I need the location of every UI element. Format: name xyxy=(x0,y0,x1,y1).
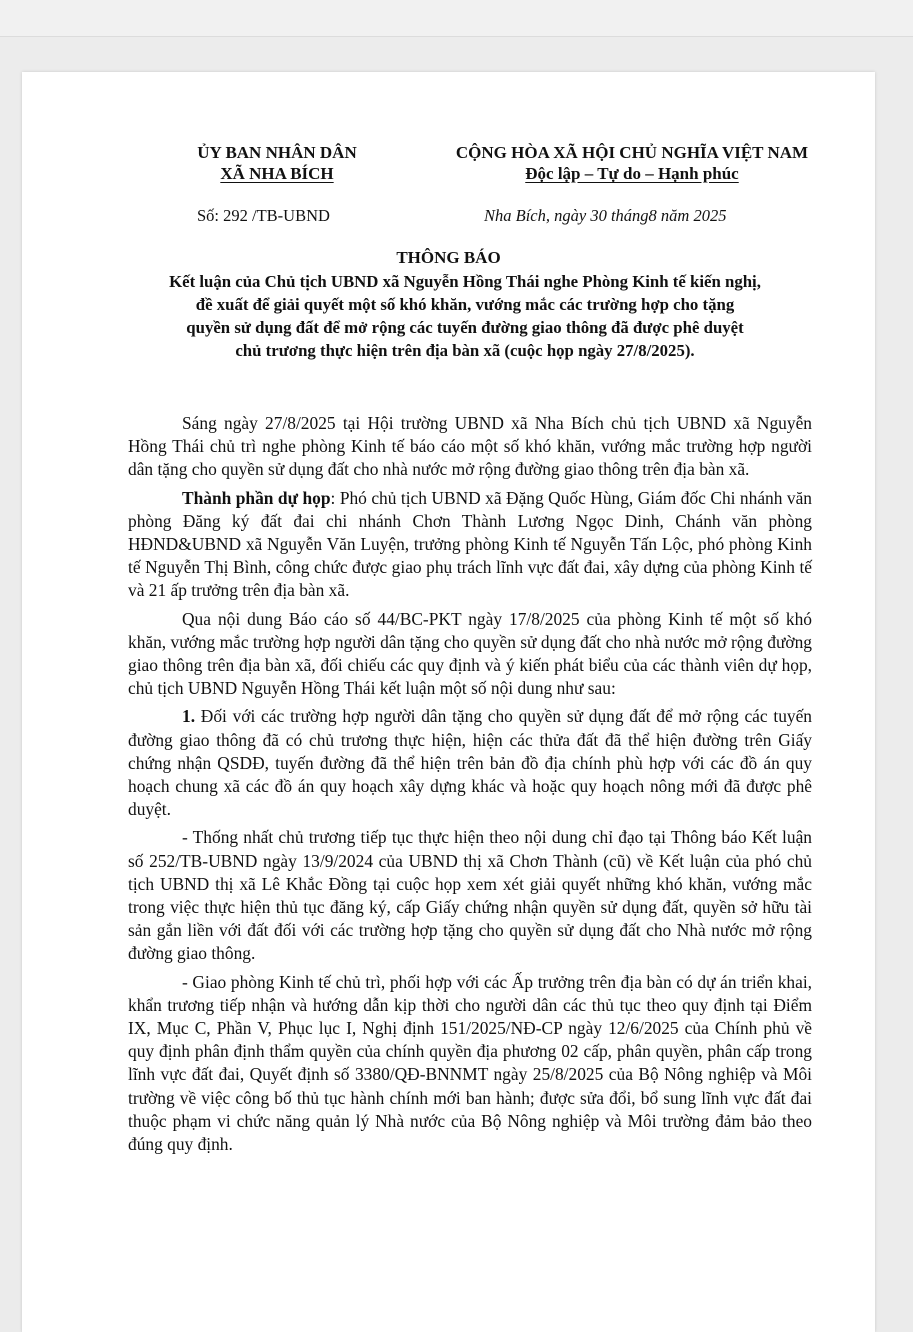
paragraph-attendees xyxy=(128,487,812,603)
issuer-line-1: ỦY BAN NHÂN DÂN xyxy=(197,143,357,162)
document-subtitle xyxy=(140,270,790,362)
paragraph-opening: Sáng ngày 27/8/2025 tại Hội trường UBND xã Nha Bích chủ tịch UBND xã Nguyễn Hồng Thái chủ trì nghe phòng Kinh tế báo cáo một số khó khăn, vướng mắc trường hợp người dân tặng cho quyền sử dụng đất cho nhà nước mở rộng đường giao thông trên địa bàn xã. xyxy=(128,413,812,480)
viewer-top-bar xyxy=(0,0,913,37)
document-body xyxy=(128,412,812,1161)
attendees-label: Thành phần dự họp xyxy=(182,487,331,508)
subtitle-line: chủ trương thực hiện trên địa bàn xã (cuộc họp ngày 27/8/2025). xyxy=(235,341,695,360)
subtitle-line: đề xuất để giải quyết một số khó khăn, vướng mắc các trường hợp cho tặng xyxy=(195,295,735,314)
item-1-number: 1. xyxy=(182,706,196,727)
document-page xyxy=(22,72,875,1332)
national-motto: Độc lập – Tự do – Hạnh phúc xyxy=(525,164,739,183)
document-title: THÔNG BÁO xyxy=(396,248,501,267)
subtitle-line: Kết luận của Chủ tịch UBND xã Nguyễn Hồng Thái nghe Phòng Kinh tế kiến nghị, xyxy=(169,272,761,291)
issuer-line-2: XÃ NHA BÍCH xyxy=(220,164,334,183)
attendees-text: : Phó chủ tịch UBND xã Đặng Quốc Hùng, Giám đốc Chi nhánh văn phòng Đăng ký đất đai chi nhánh Chơn Thành Lương Ngọc Dinh, Chánh văn phòng HĐND&UBND xã Nguyễn Văn Luyện, trưởng phòng Kinh tế Nguyễn Tấn Lộc, phó phòng Kinh tế Nguyễn Thị Bình, công chức được giao phụ trách lĩnh vực đất đai, xây dựng của phòng Kinh tế và 21 ấp trưởng trên địa bàn xã. xyxy=(128,487,812,601)
paragraph-agreement: - Thống nhất chủ trương tiếp tục thực hiện theo nội dung chỉ đạo tại Thông báo Kết luận số 252/TB-UBND ngày 13/9/2024 của UBND thị xã Chơn Thành (cũ) về Kết luận của phó chủ tịch UBND thị xã Lê Khắc Đồng tại cuộc họp xem xét giải quyết những khó khăn, vướng mắc trong việc thực hiện thủ tục đăng ký, cấp Giấy chứng nhận quyền sử dụng đất, quyền sở hữu tài sản gắn liền với đất đối với các trường hợp tặng cho quyền sử dụng đất cho Nhà nước mở rộng đường giao thông. xyxy=(128,827,812,964)
subtitle-line: quyền sử dụng đất để mở rộng các tuyến đường giao thông đã được phê duyệt xyxy=(186,318,744,337)
paragraph-report: Qua nội dung Báo cáo số 44/BC-PKT ngày 17/8/2025 của phòng Kinh tế một số khó khăn, vướng mắc trường hợp người dân tặng cho quyền sử dụng đất cho nhà nước mở rộng đường giao thông trên địa bàn xã, đối chiếu các quy định và ý kiến phát biểu của các thành viên dự họp, chủ tịch UBND Nguyễn Hồng Thái kết luận một số nội dung như sau: xyxy=(128,608,812,699)
document-number: Số: 292 /TB-UBND xyxy=(197,206,330,225)
item-1-text: Đối với các trường hợp người dân tặng cho quyền sử dụng đất để mở rộng các tuyến đường giao thông đã có chủ trương thực hiện, hiện các thửa đất đã thể hiện đường trên Giấy chứng nhận QSDĐ, tuyến đường đã thể hiện trên bản đồ địa chính phù hợp với các đồ án quy hoạch chung xã các đồ án quy hoạch xây dựng khác và hoặc quy hoạch nông mới đã được phê duyệt. xyxy=(128,706,812,820)
document-date: Nha Bích, ngày 30 tháng8 năm 2025 xyxy=(484,206,727,225)
national-header xyxy=(412,142,852,184)
paragraph-assignment: - Giao phòng Kinh tế chủ trì, phối hợp với các Ấp trưởng trên địa bàn có dự án triển khai, khẩn trương tiếp nhận và hướng dẫn kịp thời cho người dân các thủ tục theo quy định tại Điểm IX, Mục C, Phần V, Phục lục I, Nghị định 151/2025/NĐ-CP ngày 12/6/2025 của Chính phủ về quy định phân định thẩm quyền của chính quyền địa phương 02 cấp, phân quyền, phân cấp trong lĩnh vực đất đai, Quyết định số 3380/QĐ-BNNMT ngày 25/8/2025 của Bộ Nông nghiệp và Môi trường về việc công bố thủ tục hành chính mới ban hành; được sửa đổi, bổ sung lĩnh vực đất đai thuộc phạm vi chức năng quản lý Nhà nước của Bộ Nông nghiệp và Môi trường đảm bảo theo đúng quy định. xyxy=(128,971,812,1155)
issuer-header xyxy=(172,142,382,184)
paragraph-item-1 xyxy=(128,705,812,821)
national-title: CỘNG HÒA XÃ HỘI CHỦ NGHĨA VIỆT NAM xyxy=(455,143,809,162)
